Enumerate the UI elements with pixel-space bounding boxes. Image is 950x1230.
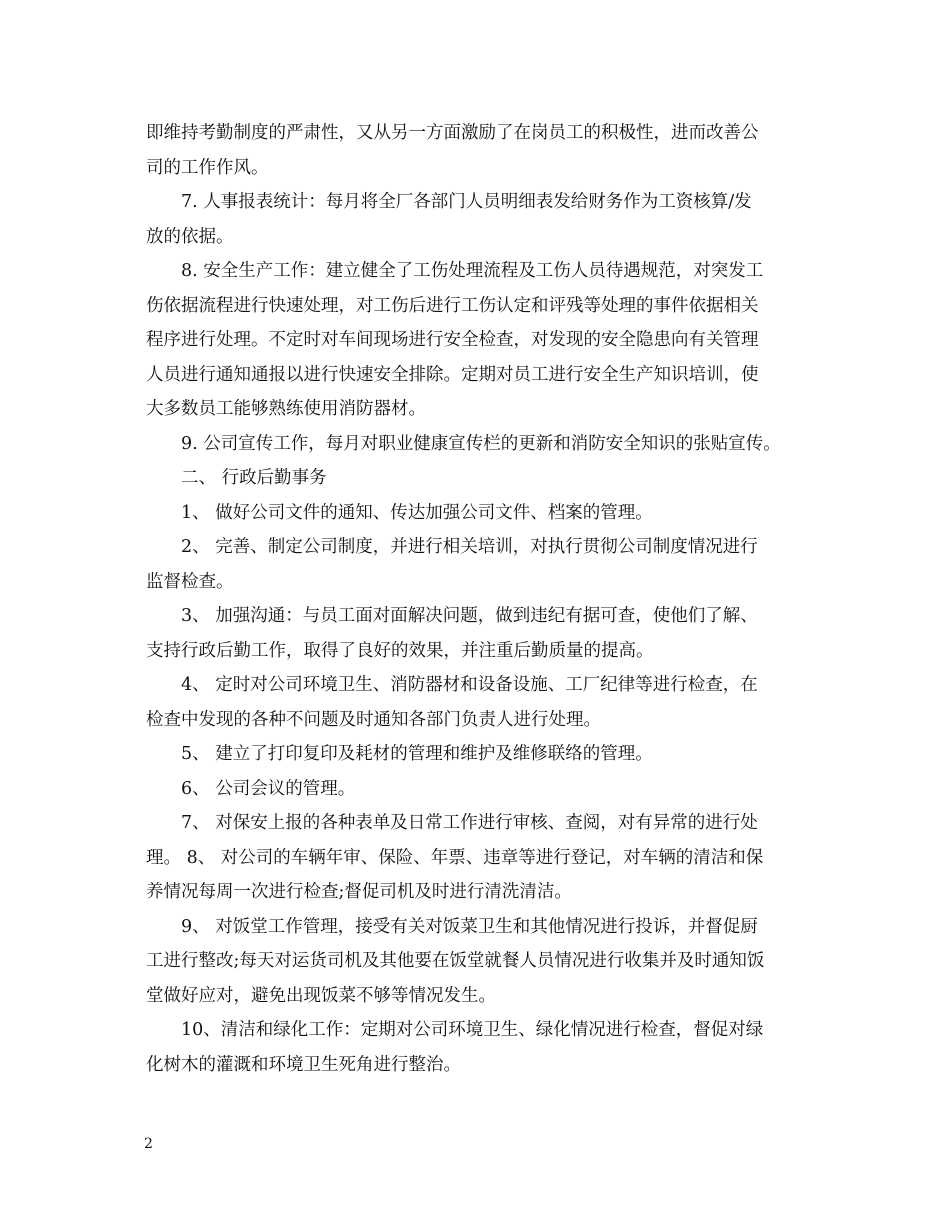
text-line: 人员进行通知通报以进行快速安全排除。定期对员工进行安全生产知识培训，使 [146,364,759,385]
text-line: 放的依据。 [146,226,234,247]
text-line: 10、清洁和绿化工作：定期对公司环境卫生、绿化情况进行检查，督促对绿 [181,1020,764,1040]
text-line: 支持行政后勤工作，取得了良好的效果，并注重后勤质量的提高。 [146,640,654,661]
page-number: 2 [144,1136,153,1152]
text-line: 程序进行处理。不定时对车间现场进行安全检查，对发现的安全隐患向有关管理 [146,330,759,350]
text-line: 8. 安全生产工作：建立健全了工伤处理流程及工伤人员待遇规范，对突发工 [181,261,764,281]
section-heading: 二、 行政后勤事务 [181,468,327,488]
text-line: 1、 做好公司文件的通知、传达加强公司文件、档案的管理。 [181,502,653,523]
text-line: 化树木的灌溉和环境卫生死角进行整治。 [146,1054,461,1075]
text-line: 伤依据流程进行快速处理，对工伤后进行工伤认定和评残等处理的事件依据相关 [146,295,759,316]
text-line: 监督检查。 [146,571,234,592]
text-line: 4、 定时对公司环境卫生、消防器材和设备设施、工厂纪律等进行检查，在 [181,675,758,695]
text-line: 司的工作作风。 [146,157,269,178]
text-line: 大多数员工能够熟练使用消防器材。 [146,399,426,419]
text-line: 7、 对保安上报的各种表单及日常工作进行审核、查阅，对有异常的进行处 [181,813,758,833]
text-line: 堂做好应对，避免出现饭菜不够等情况发生。 [146,985,496,1006]
text-line: 3、 加强沟通：与员工面对面解决问题，做到违纪有据可查，使他们了解、 [181,606,758,626]
text-line: 7. 人事报表统计：每月将全厂各部门人员明细表发给财务作为工资核算/发 [181,192,752,212]
text-line: 工进行整改;每天对运货司机及其他要在饭堂就餐人员情况进行收集并及时通知饭 [146,951,765,971]
text-line: 即维持考勤制度的严肃性，又从另一方面激励了在岗员工的积极性，进而改善公 [146,123,759,143]
text-line: 2、 完善、制定公司制度，并进行相关培训，对执行贯彻公司制度情况进行 [181,537,758,557]
text-line: 养情况每周一次进行检查;督促司机及时进行清洗清洁。 [146,882,572,902]
text-line: 6、 公司会议的管理。 [181,778,356,799]
text-line: 检查中发现的各种不问题及时通知各部门负责人进行处理。 [146,709,601,730]
text-line: 9、 对饭堂工作管理，接受有关对饭菜卫生和其他情况进行投诉，并督促厨 [181,916,758,937]
text-line: 9. 公司宣传工作，每月对职业健康宣传栏的更新和消防安全知识的张贴宣传。 [181,433,781,454]
text-line: 理。 8、 对公司的车辆年审、保险、年票、违章等进行登记，对车辆的清洁和保 [146,847,764,868]
text-line: 5、 建立了打印复印及耗材的管理和维护及维修联络的管理。 [181,744,653,764]
document-body [146,116,836,1082]
